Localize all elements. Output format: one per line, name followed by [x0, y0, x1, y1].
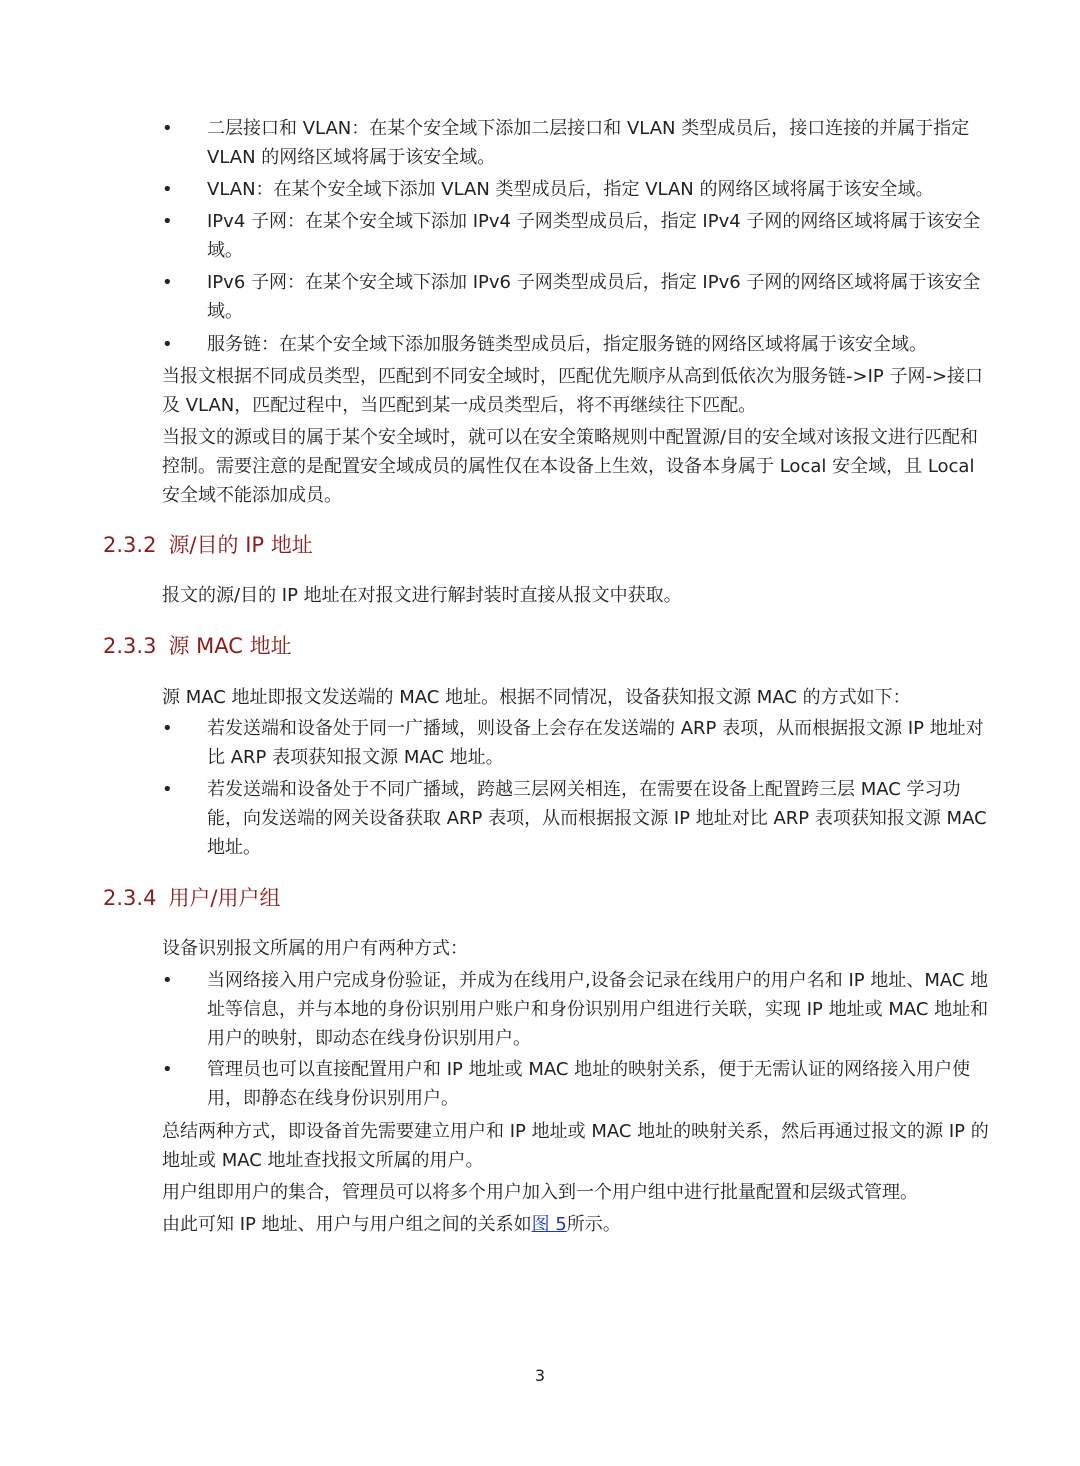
paragraph: 源 MAC 地址即报文发送端的 MAC 地址。根据不同情况，设备获知报文源 MAC 的方式如下： — [162, 687, 911, 708]
list-item — [162, 775, 992, 862]
list-item-text: IPv6 子网：在某个安全域下添加 IPv6 子网类型成员后，指定 IPv6 子网的网络区域将属于该安全域。 — [207, 272, 981, 322]
paragraph-text: 所示。 — [566, 1214, 621, 1235]
section-heading — [103, 883, 281, 913]
paragraph: 当报文根据不同成员类型，匹配到不同安全域时，匹配优先顺序从高到低依次为服务链->IP 子网->接口及 VLAN，匹配过程中，当匹配到某一成员类型后，将不再继续往下匹配。 — [162, 366, 984, 416]
paragraph: 用户组即用户的集合，管理员可以将多个用户加入到一个用户组中进行批量配置和层级式管理。 — [162, 1182, 918, 1203]
section-number: 2.3.2 — [103, 533, 157, 557]
bullet-icon: • — [162, 211, 173, 232]
list-item — [162, 175, 992, 204]
section-heading — [103, 631, 292, 661]
paragraph: 总结两种方式，即设备首先需要建立用户和 IP 地址或 MAC 地址的映射关系，然后再通过报文的源 IP 的地址或 MAC 地址查找报文所属的用户。 — [162, 1121, 989, 1171]
list-item — [162, 1055, 992, 1113]
section-heading — [103, 530, 313, 560]
section-title: 源/目的 IP 地址 — [168, 533, 313, 557]
paragraph: 设备识别报文所属的用户有两种方式： — [162, 938, 468, 959]
paragraph-text: 由此可知 IP 地址、用户与用户组之间的关系如 — [162, 1214, 532, 1235]
list-item — [162, 268, 992, 326]
list-item-text: 二层接口和 VLAN：在某个安全域下添加二层接口和 VLAN 类型成员后，接口连接的并属于指定 VLAN 的网络区域将属于该安全域。 — [207, 118, 970, 168]
section-title: 用户/用户组 — [168, 886, 281, 910]
list-item — [162, 330, 992, 359]
list-item-text: 若发送端和设备处于同一广播域，则设备上会存在发送端的 ARP 表项，从而根据报文源 IP 地址对比 ARP 表项获知报文源 MAC 地址。 — [207, 718, 984, 768]
list-item — [162, 714, 992, 772]
paragraph — [162, 1210, 992, 1239]
bullet-icon: • — [162, 718, 173, 739]
bullet-icon: • — [162, 272, 173, 293]
paragraph: 当报文的源或目的属于某个安全域时，就可以在安全策略规则中配置源/目的安全域对该报文进行匹配和控制。需要注意的是配置安全域成员的属性仅在本设备上生效，设备本身属于 Local 安全域，且 Local 安全域不能添加成员。 — [162, 427, 979, 506]
bullet-icon: • — [162, 118, 173, 139]
section-title: 源 MAC 地址 — [168, 634, 292, 658]
section-number: 2.3.4 — [103, 886, 157, 910]
list-item-text: VLAN：在某个安全域下添加 VLAN 类型成员后，指定 VLAN 的网络区域将属于该安全域。 — [207, 179, 934, 200]
list-item — [162, 966, 992, 1053]
bullet-icon: • — [162, 179, 173, 200]
bullet-icon: • — [162, 779, 173, 800]
list-item-text: 若发送端和设备处于不同广播域，跨越三层网关相连，在需要在设备上配置跨三层 MAC 学习功能，向发送端的网关设备获取 ARP 表项，从而根据报文源 IP 地址对比 ARP 表项获知报文源 MAC 地址。 — [207, 779, 987, 858]
paragraph: 报文的源/目的 IP 地址在对报文进行解封装时直接从报文中获取。 — [162, 585, 682, 606]
list-item-text: 服务链：在某个安全域下添加服务链类型成员后，指定服务链的网络区域将属于该安全域。 — [207, 334, 927, 355]
list-item — [162, 114, 992, 172]
section-number: 2.3.3 — [103, 634, 157, 658]
list-item — [162, 207, 992, 265]
bullet-icon: • — [162, 334, 173, 355]
list-item-text: 管理员也可以直接配置用户和 IP 地址或 MAC 地址的映射关系，便于无需认证的网络接入用户使用，即静态在线身份识别用户。 — [207, 1059, 971, 1109]
figure-5-link[interactable]: 图 5 — [531, 1214, 567, 1235]
page-number: 3 — [534, 1366, 546, 1385]
list-item-text: 当网络接入用户完成身份验证，并成为在线用户,设备会记录在线用户的用户名和 IP 地址、MAC 地址等信息，并与本地的身份识别用户账户和身份识别用户组进行关联，实现 IP 地址或 MAC 地址和用户的映射，即动态在线身份识别用户。 — [207, 970, 989, 1049]
bullet-icon: • — [162, 970, 173, 991]
list-item-text: IPv4 子网：在某个安全域下添加 IPv4 子网类型成员后，指定 IPv4 子网的网络区域将属于该安全域。 — [207, 211, 981, 261]
bullet-icon: • — [162, 1059, 173, 1080]
